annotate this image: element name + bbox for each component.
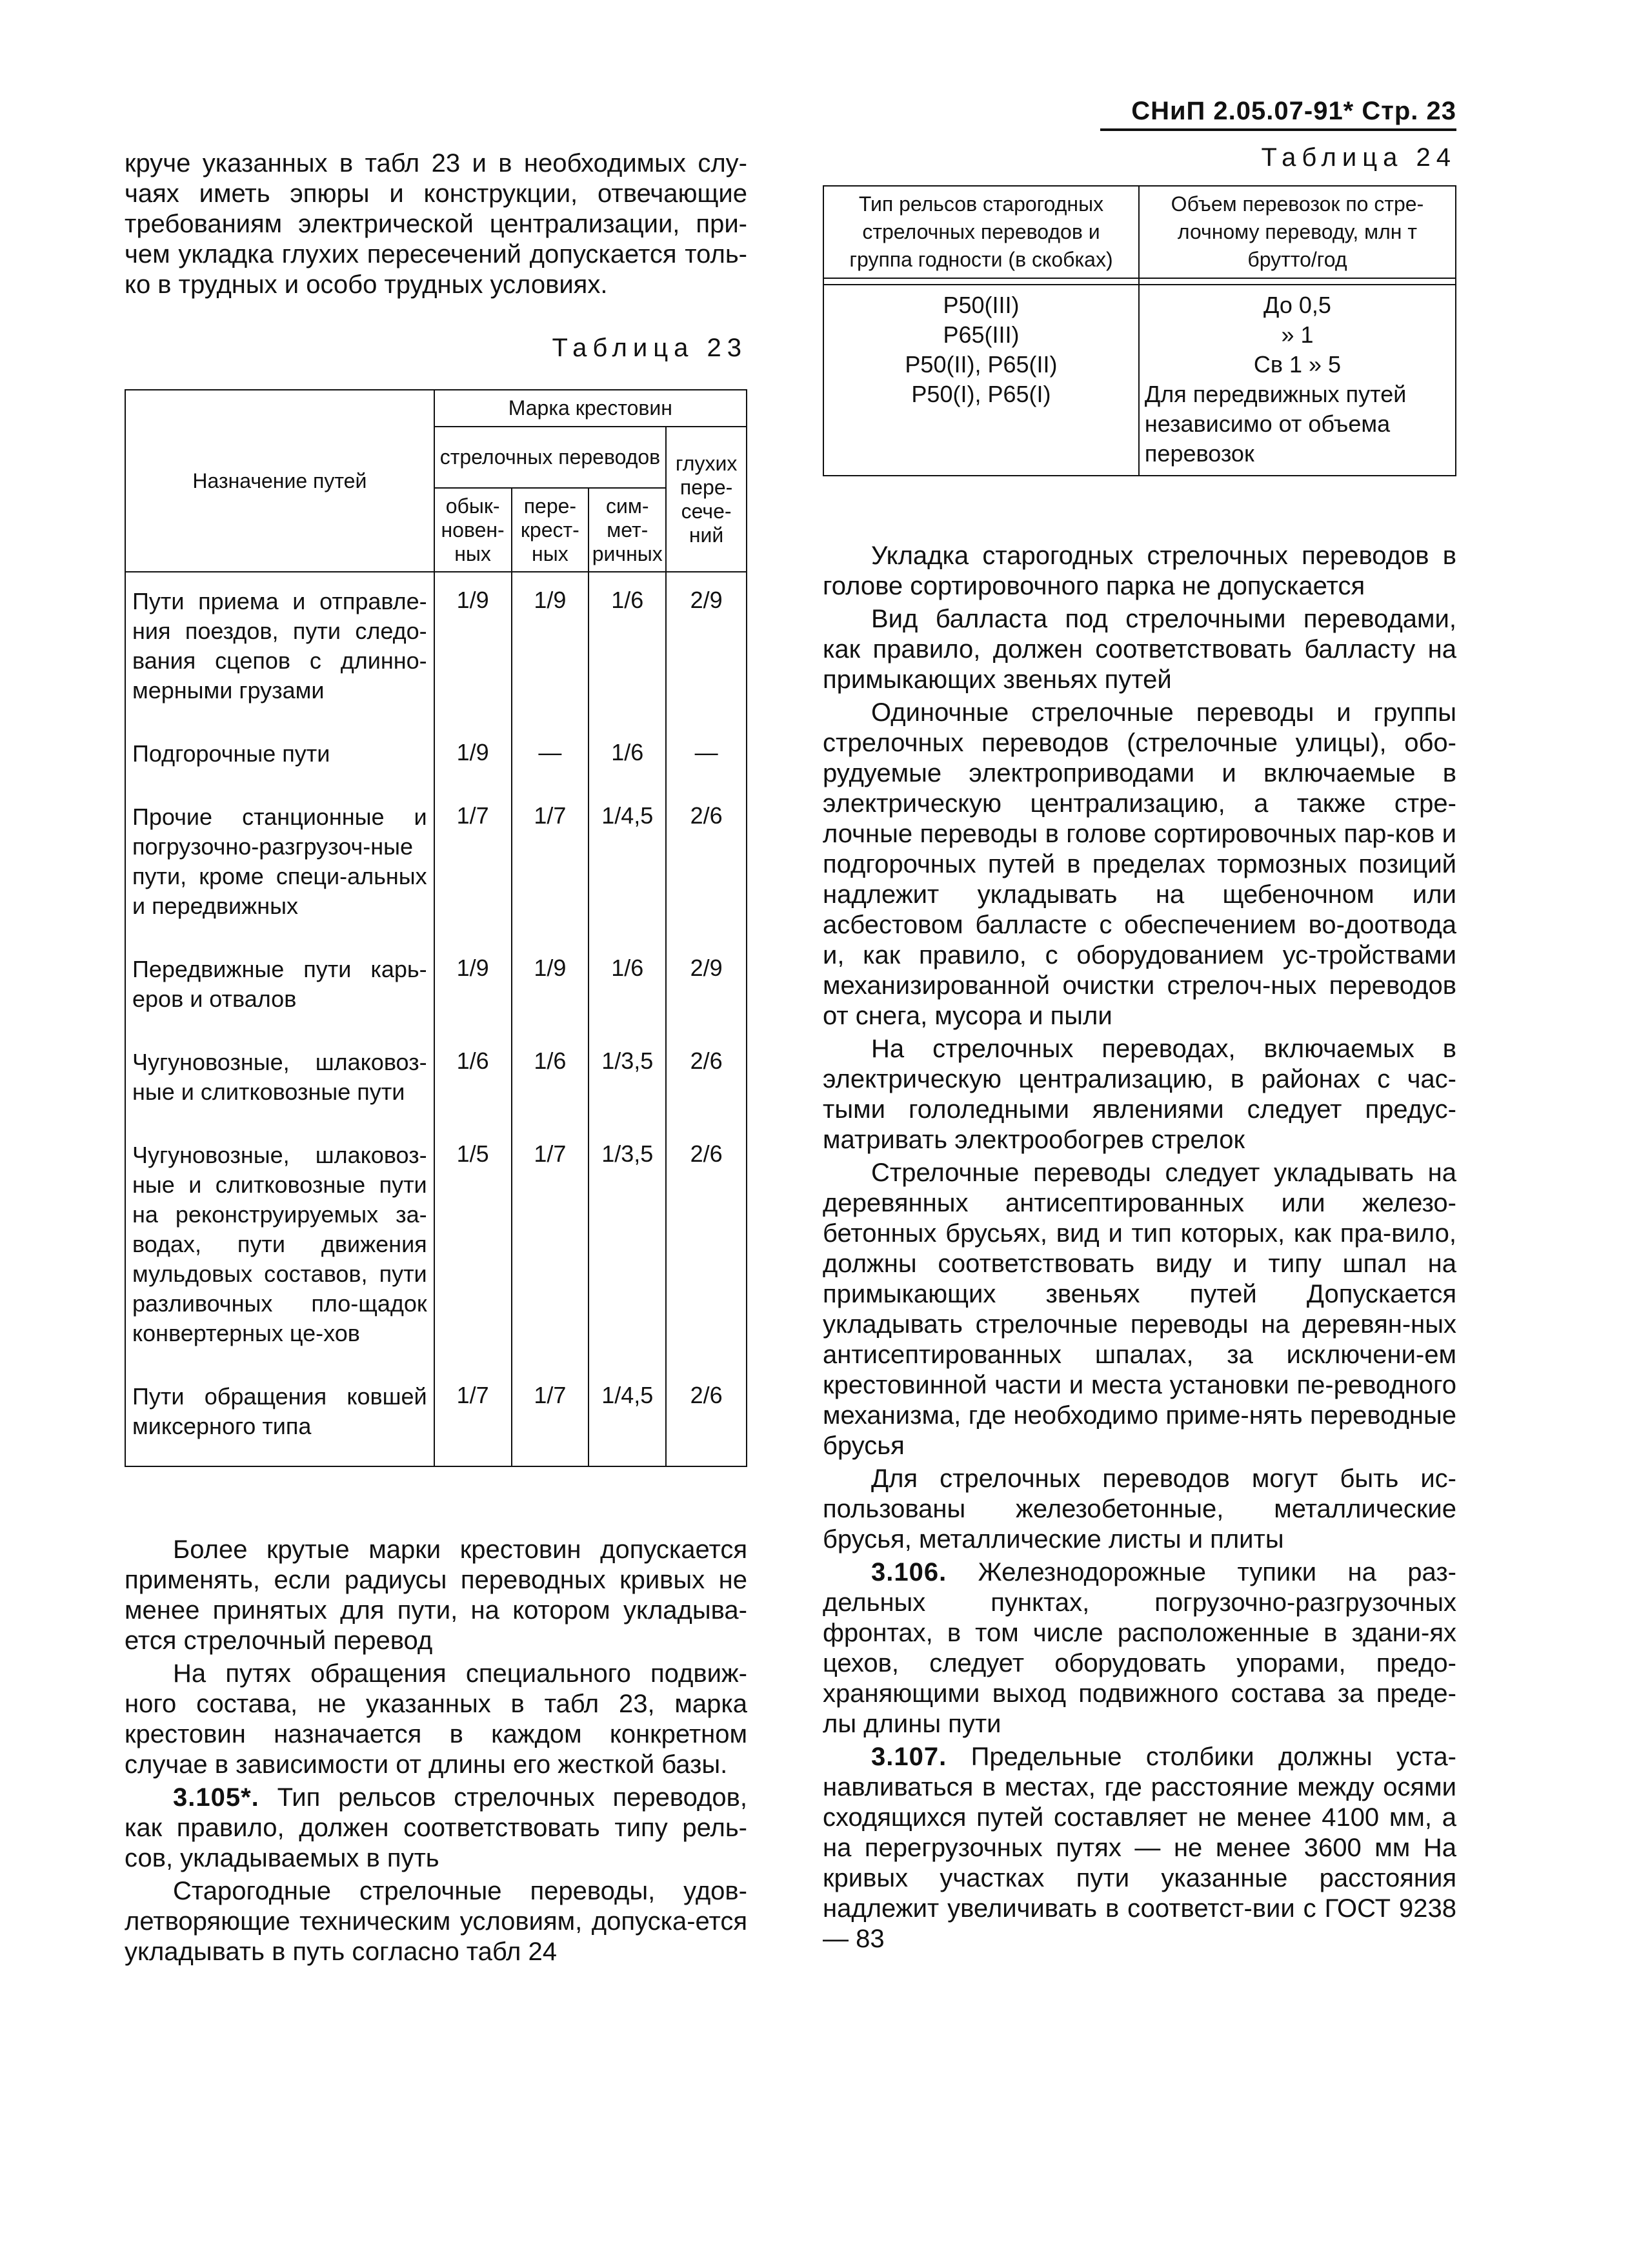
volume: » 1 — [1281, 321, 1314, 348]
cell: 1/4,5 — [589, 1378, 666, 1466]
table-row — [125, 1044, 747, 1137]
cell: — — [666, 735, 747, 798]
volume: До 0,5 — [1263, 292, 1331, 318]
cell: 1/9 — [434, 572, 512, 735]
cell: 1/9 — [434, 735, 512, 798]
table-row — [125, 572, 747, 735]
table-row — [125, 951, 747, 1044]
header-rule — [823, 278, 1139, 285]
intro-paragraph: круче указанных в табл 23 и в необходимых слу-чаях иметь эпюры и конструкции, отвечающие требованиям электрической централизации, при-чем укладка глухих пересечений допускается толь-ко в трудных и особо трудных условиях. — [125, 149, 747, 299]
cell: 2/6 — [666, 798, 747, 951]
left-column-bottom — [125, 1535, 747, 1967]
paragraph: Для стрелочных переводов могут быть ис-пользованы железобетонные, металлические брусья, металлические листы и плиты — [823, 1464, 1456, 1554]
cell: 1/7 — [434, 798, 512, 951]
clause-text: Тип рельсов стрелочных переводов, как правило, должен соответствовать типу рель-сов, укладываемых в путь — [125, 1783, 747, 1872]
row-name: Чугуновозные, шлаковоз-ные и слитковозные пути — [125, 1044, 434, 1137]
header-rule — [1139, 278, 1456, 285]
table-24 — [823, 185, 1456, 476]
cell: 2/6 — [666, 1137, 747, 1378]
clause-text: Железнодорожные тупики на раз-дельных пунктах, погрузочно-разгрузочных фронтах, в том числе расположенные в здани-ях цехов, следует оборудовать упорами, предо-храняющими выход подвижного состава за преде-лы длины пути — [823, 1558, 1456, 1738]
cell: 2/6 — [666, 1044, 747, 1137]
paragraph: На стрелочных переводах, включаемых в электрическую централизацию, в районах с час-тыми гололедными явлениями следует предус-матривать электрообогрев стрелок — [823, 1035, 1456, 1154]
paragraph: На путях обращения специального подвиж-ного состава, не указанных в табл 23, марка крестовин назначается в каждом конкретном случае в зависимости от длины его жесткой базы. — [125, 1659, 747, 1779]
table23-caption: Таблица 23 — [552, 334, 747, 362]
cell: 1/7 — [512, 1378, 589, 1466]
cell: 1/7 — [512, 798, 589, 951]
header-perekrestnyh: пере-крест-ных — [512, 488, 589, 572]
clause-number: 3.107. — [871, 1743, 947, 1771]
cell: 2/6 — [666, 1378, 747, 1466]
table-23 — [125, 389, 747, 1467]
volume: Для передвижных путей независимо от объема перевозок — [1144, 381, 1407, 467]
rail-type: Р50(II), Р65(II) — [905, 351, 1058, 378]
header-naznachenie: Назначение путей — [125, 390, 434, 572]
header-gluhih: глухих пере-сече-ний — [666, 427, 747, 572]
header-marka: Марка крестовин — [434, 390, 747, 427]
row-name: Пути приема и отправле-ния поездов, пути следо-вания сцепов с длинно-мерными грузами — [125, 572, 434, 735]
row-name: Подгорочные пути — [125, 735, 434, 798]
row-name: Пути обращения ковшей миксерного типа — [125, 1378, 434, 1466]
paragraph: Укладка старогодных стрелочных переводов в голове сортировочного парка не допускается — [823, 542, 1456, 600]
cell: 1/3,5 — [589, 1137, 666, 1378]
paragraph: Более крутые марки крестовин допускается применять, если радиусы переводных кривых не менее принятых для пути, на котором укладыва-ется стрелочный перевод — [125, 1535, 747, 1655]
cell: 1/9 — [512, 572, 589, 735]
header-simmetrichnyh: сим-мет-ричных — [589, 488, 666, 572]
left-column — [125, 148, 747, 363]
paragraph-3-106 — [823, 1557, 1456, 1739]
rail-type: Р50(I), Р65(I) — [911, 381, 1051, 407]
right-column — [823, 541, 1456, 1954]
cell: 1/7 — [512, 1137, 589, 1378]
paragraph: Стрелочные переводы следует укладывать на деревянных антисептированных или железо-бетонных брусьях, вид и тип которых, как пра-вило, должны соответствовать виду и типу шпал на примыкающих звеньях путей Допускается укладывать стрелочные переводы на деревян-ных антисептированных шпалах, за исключени-ем крестовинной части и места установки пе-реводного механизма, где необходимо приме-нять переводные брусья — [823, 1159, 1456, 1460]
row-name: Передвижные пути карь-еров и отвалов — [125, 951, 434, 1044]
paragraph-3-105 — [125, 1783, 747, 1874]
clause-number: 3.106. — [871, 1558, 947, 1586]
volume: Св 1 » 5 — [1253, 351, 1342, 378]
row-name: Прочие станционные и погрузочно-разгрузоч-ные пути, кроме специ-альных и передвижных — [125, 798, 434, 951]
paragraph-3-107 — [823, 1742, 1456, 1954]
header-obyknovennyh: обык-новен-ных — [434, 488, 512, 572]
cell: 1/3,5 — [589, 1044, 666, 1137]
table-row — [125, 1378, 747, 1466]
paragraph: Старогодные стрелочные переводы, удов-летворяющие техническим условиям, допуска-ется укладывать в путь согласно табл 24 — [125, 1877, 747, 1966]
cell: 1/6 — [512, 1044, 589, 1137]
cell: 1/5 — [434, 1137, 512, 1378]
cell: 1/9 — [512, 951, 589, 1044]
header-strelochnyh: стрелочных переводов — [434, 427, 667, 488]
cell: 2/9 — [666, 572, 747, 735]
paragraph: Вид балласта под стрелочными переводами, как правило, должен соответствовать балласту на примыкающих звеньях путей — [823, 605, 1456, 694]
paragraph: Одиночные стрелочные переводы и группы стрелочных переводов (стрелочные улицы), обо-рудуемые электроприводами и включаемые в электрическую централизацию, а также стре-лочные переводы в голове сортировочных пар-ков и подгорочных путей в пределах тормозных позиций надлежит укладывать на щебеночном или асбестовом балласте с обеспечением во-доотвода и, как правило, с оборудованием ус-тройствами механизированной очистки стрелоч-ных переводов от снега, мусора и пыли — [823, 698, 1456, 1030]
table24-caption: Таблица 24 — [1261, 143, 1456, 172]
clause-number: 3.105*. — [173, 1783, 259, 1812]
cell: — — [512, 735, 589, 798]
cell: 1/6 — [589, 735, 666, 798]
clause-text: Предельные столбики должны уста-навливаться в местах, где расстояние между осями сходящихся путей составляет не менее 4100 мм, а на перегрузочных путях — не менее 3600 мм На кривых участках пути указанные расстояния надлежит увеличивать в соответст-вии с ГОСТ 9238 — 83 — [823, 1743, 1456, 1953]
rail-type: Р50(III) — [943, 292, 1020, 318]
header-tip-relsov: Тип рельсов старогодных стрелочных переводов и группа годности (в скобках) — [823, 186, 1139, 278]
table-row — [125, 735, 747, 798]
rail-types-cell — [823, 285, 1139, 476]
volume-cell — [1139, 285, 1456, 476]
page-header: СНиП 2.05.07-91* Стр. 23 — [1100, 97, 1456, 131]
cell: 1/9 — [434, 951, 512, 1044]
cell: 1/4,5 — [589, 798, 666, 951]
table-row — [125, 1137, 747, 1378]
cell: 1/6 — [589, 572, 666, 735]
row-name: Чугуновозные, шлаковоз-ные и слитковозные пути на реконструируемых за-водах, пути движения мульдовых составов, пути разливочных пло-щадок конвертерных це-хов — [125, 1137, 434, 1378]
cell: 2/9 — [666, 951, 747, 1044]
cell: 1/7 — [434, 1378, 512, 1466]
rail-type: Р65(III) — [943, 321, 1020, 348]
cell: 1/6 — [589, 951, 666, 1044]
header-obem-perevozok: Объем перевозок по стре-лочному переводу, млн т брутто/год — [1139, 186, 1456, 278]
cell: 1/6 — [434, 1044, 512, 1137]
table-row — [125, 798, 747, 951]
